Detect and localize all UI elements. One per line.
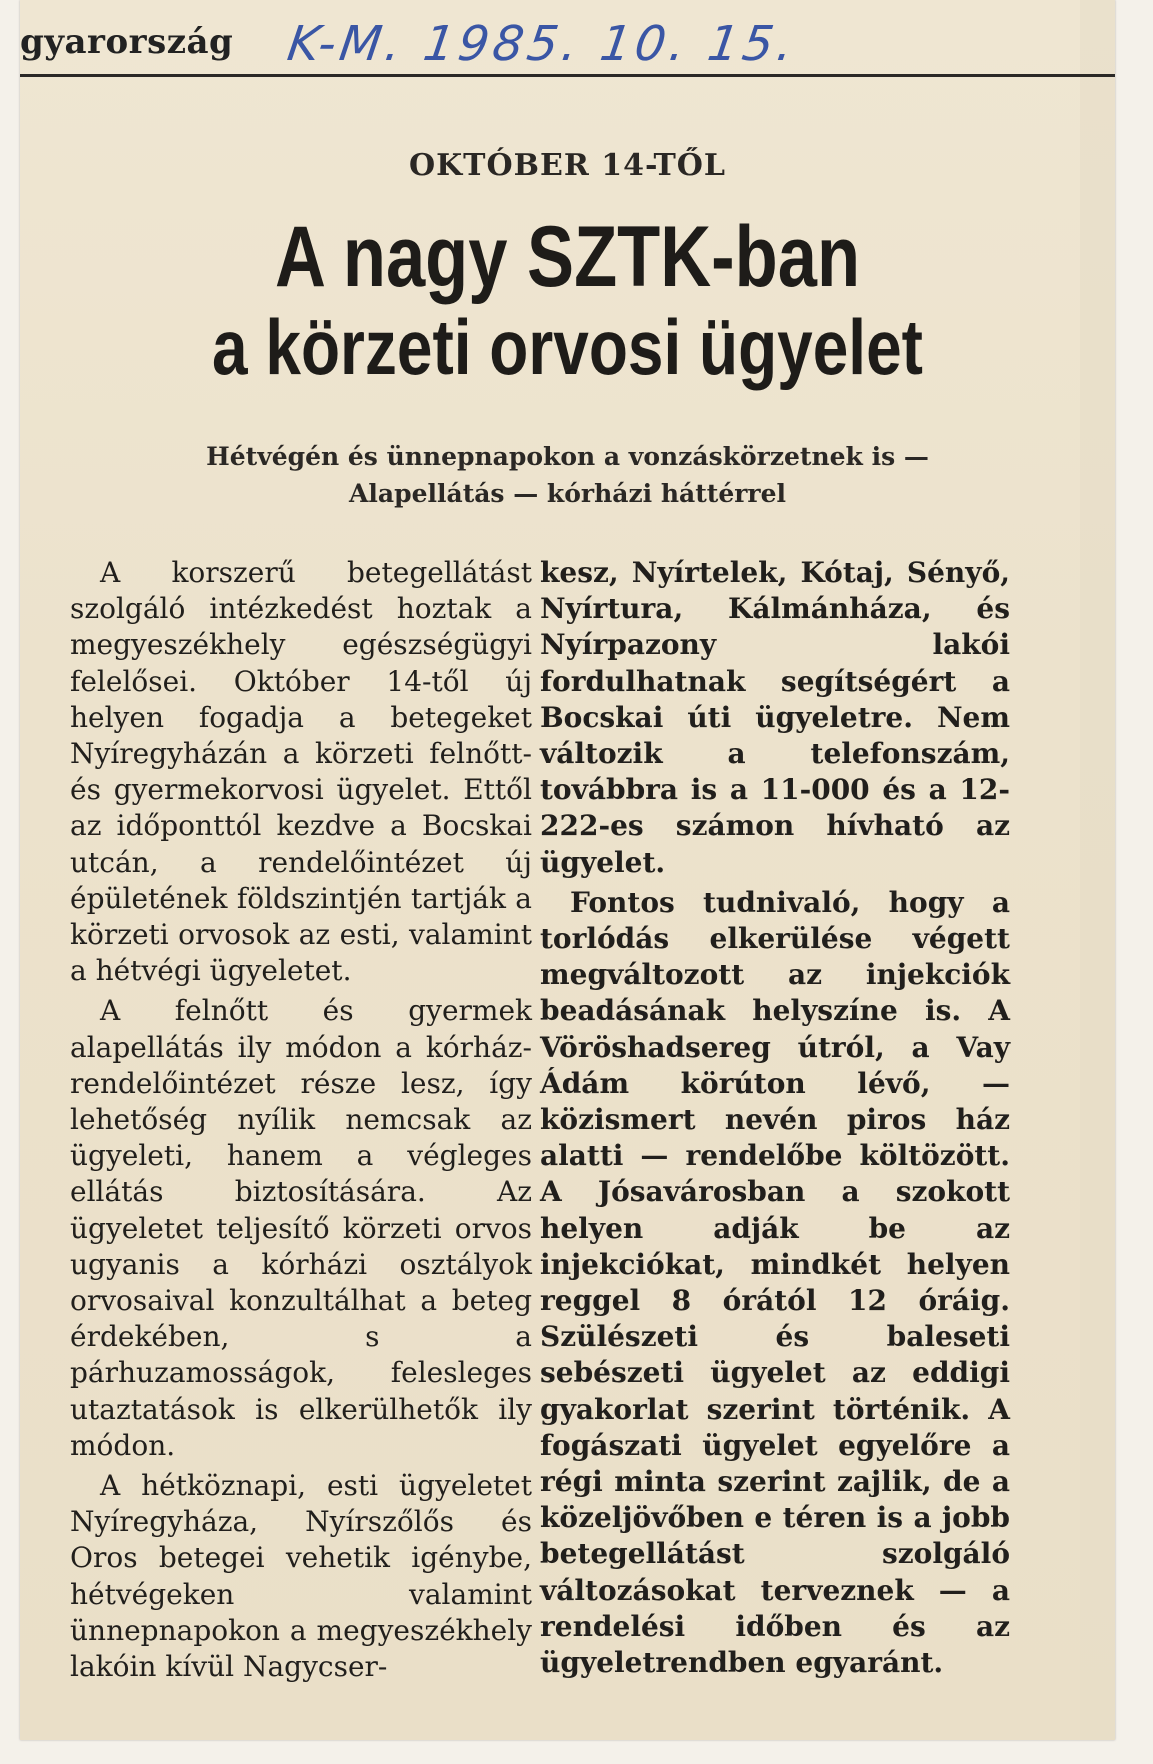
paragraph: Fontos tudnivaló, hogy a torlódás elkerülése végett megváltozott az injekciók beadásának helyszíne is. A Vöröshadsereg útról, a Vay Ádám körúton lévő, — közismert nevén piros ház alatti — rendelőbe költözött. A Jósavárosban a szokott helyen adják be az injekciókat, mindkét helyen reggel 8 órától 12 óráig. Szülészeti és baleseti sebészeti ügyelet az eddigi gyakorlat szerint történik. A fogászati ügyelet egyelőre a régi minta szerint zajlik, de a közeljövőben e téren is a jobb betegellátást szolgáló változásokat terveznek — a rendelési időben és az ügyeletrendben egyaránt. bbox=[540, 885, 1010, 1680]
headline-line-2: a körzeti orvosi ügyelet bbox=[212, 303, 923, 391]
section-name: gyarország bbox=[20, 22, 234, 62]
article-column-right bbox=[540, 555, 1010, 1681]
newspaper-clipping bbox=[20, 0, 1115, 1740]
header-rule bbox=[20, 74, 1115, 77]
subhead-line-2: Alapellátás — kórházi háttérrel bbox=[349, 479, 786, 508]
subhead-line-1: Hétvégén és ünnepnapokon a vonzáskörzetnek is — bbox=[206, 442, 929, 471]
paragraph: A felnőtt és gyermek alapellátás ily módon a kórház-rendelőintézet része lesz, így lehetőség nyílik nemcsak az ügyeleti, hanem a végleges ellátás biztosítására. Az ügyeletet teljesítő körzeti orvos ugyanis a kórházi osztályok orvosaival konzultálhat a beteg érdekében, s a párhuzamosságok, felesleges utaztatások is elkerülhetők ily módon. bbox=[70, 994, 532, 1462]
headline-line-1: A nagy SZTK-ban bbox=[274, 209, 861, 305]
adjacent-page-strip bbox=[1080, 0, 1115, 1740]
paragraph: A korszerű betegellátást szolgáló intézkedést hoztak a megyeszékhely egészségügyi felelősei. Október 14-től új helyen fogadja a betegeket Nyíregyházán a körzeti felnőtt- és gyermekorvosi ügyelet. Ettől az időponttól kezdve a Bocskai utcán, a rendelőintézet új épületének földszintjén tartják a körzeti orvosok az esti, valamint a hétvégi ügyeletet. bbox=[70, 556, 532, 988]
handwritten-date: K-M. 1985. 10. 15. bbox=[284, 16, 801, 72]
paragraph: kesz, Nyírtelek, Kótaj, Sényő, Nyírtura, Kálmánháza, és Nyírpazony lakói fordulhatnak segítségért a Bocskai úti ügyeletre. Nem változik a telefonszám, továbbra is a 11-000 és a 12-222-es számon hívható az ügyelet. bbox=[540, 556, 1010, 879]
article-kicker: OKTÓBER 14-TŐL bbox=[408, 148, 727, 183]
article-column-left bbox=[70, 555, 532, 1685]
paragraph: A hétköznapi, esti ügyeletet Nyíregyháza, Nyírszőlős és Oros betegei vehetik igénybe, hétvégeken valamint ünnepnapokon a megyeszékhely lakóin kívül Nagycser- bbox=[70, 1469, 532, 1684]
clipping-header bbox=[20, 0, 1115, 78]
